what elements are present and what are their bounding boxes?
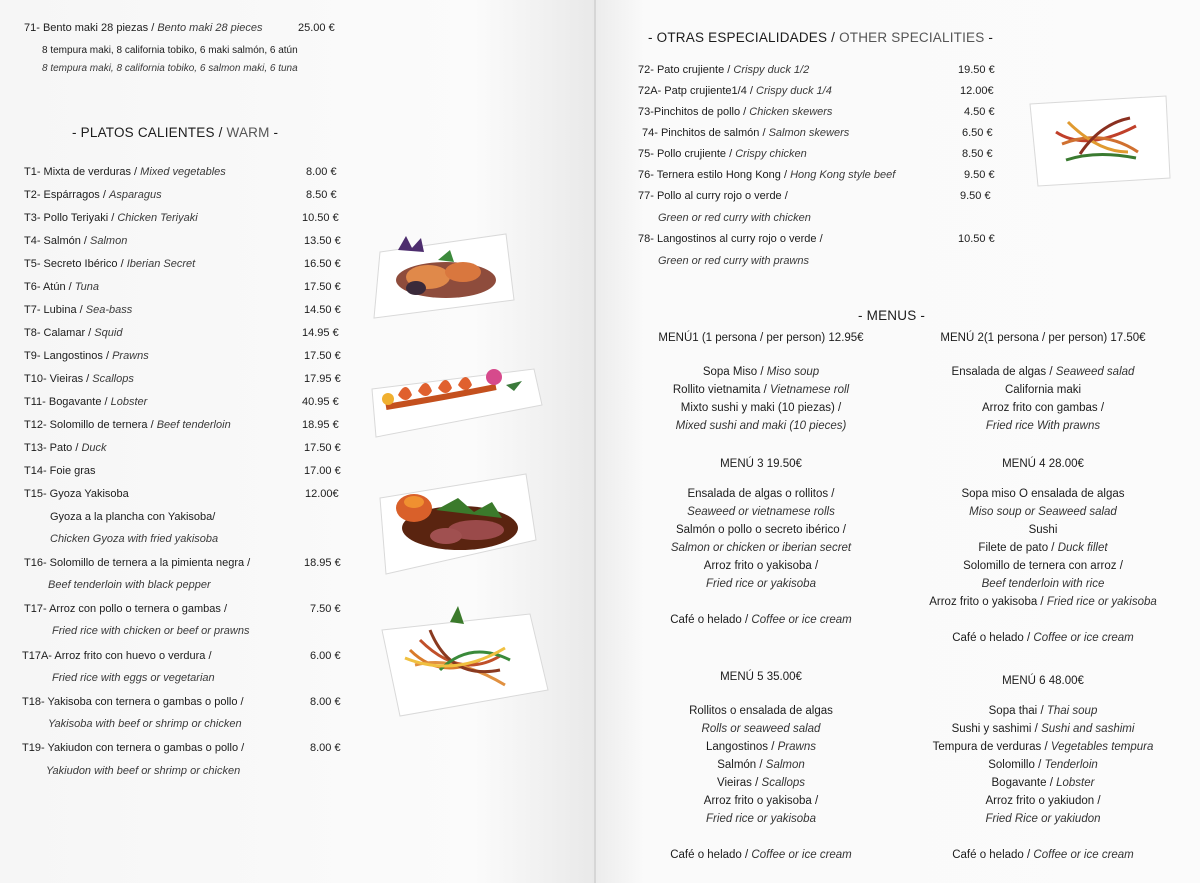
menu-5 [636,668,886,864]
menu-item-t17: T17- Arroz con pollo o ternera o gambas / [24,603,227,615]
menu-item-t15: T15- Gyoza Yakisoba [24,488,129,500]
menu-item-warm: T13- Pato / Duck [24,442,107,454]
item-price: 17.50 € [304,350,341,362]
menu-course-line: Seaweed or vietnamese rolls [687,506,835,518]
menu-item-warm: T6- Atún / Tuna [24,281,100,293]
item-price: 6.50 € [962,127,993,139]
item-price: 13.50 € [304,235,341,247]
item-price: 9.50 € [960,190,991,202]
menu-course-line: Sopa thai / Thai soup [988,705,1098,717]
menu-page-left [0,0,594,883]
menu-item-speciality: 76- Ternera estilo Hong Kong / Hong Kong style beef [638,169,896,181]
item-description-en: Beef tenderloin with black pepper [48,579,211,591]
menu-course-line: Ensalada de algas / Seaweed salad [951,366,1135,378]
menu-item-warm: T10- Vieiras / Scallops [24,373,134,385]
menu-course-line: Fried rice With prawns [985,420,1101,432]
menu-footer: Café o helado / Coffee or ice cream [670,849,852,861]
menu-course-line: California maki [1004,384,1082,396]
menu-course-line: Tempura de verduras / Vegetables tempura [932,741,1154,753]
menu-1 [636,329,886,435]
menu-course-line: Solomillo de ternera con arroz / [963,560,1123,572]
menu-item-warm: T4- Salmón / Salmon [24,235,128,247]
item-description-en: Fried rice with chicken or beef or prawns [52,625,250,637]
menu-item-warm: T8- Calamar / Squid [24,327,123,339]
menu-item-speciality: 73-Pinchitos de pollo / Chicken skewers [638,106,833,118]
item-description-en: Yakisoba with beef or shrimp or chicken [48,718,242,730]
item-price: 8.50 € [962,148,993,160]
menu-item-speciality: 72A- Patp crujiente1/4 / Crispy duck 1/4 [638,85,832,97]
item-price: 25.00 € [298,22,335,34]
item-price: 8.00 € [310,696,341,708]
menu-item-warm: T2- Espárragos / Asparagus [24,189,162,201]
menu-item-t16: T16- Solomillo de ternera a la pimienta negra / [24,557,251,569]
item-price: 12.00€ [960,85,994,97]
item-price: 10.50 € [302,212,339,224]
menu-course-line: Ensalada de algas o rollitos / [687,488,835,500]
item-price: 8.50 € [306,189,337,201]
menu-item-speciality: 74- Pinchitos de salmón / Salmon skewers [642,127,850,139]
item-description-en: Yakiudon with beef or shrimp or chicken [46,765,241,777]
menu-item-speciality: 72- Pato crujiente / Crispy duck 1/2 [638,64,810,76]
menu-course-line: Sopa Miso / Miso soup [702,366,820,378]
salmon-dish-photo [368,222,518,322]
item-description-en: Green or red curry with prawns [658,255,809,267]
menu-item-78: 78- Langostinos al curry rojo o verde / [638,233,823,245]
menu-course-line: Solomillo / Tenderloin [988,759,1098,771]
item-price: 14.50 € [304,304,341,316]
item-price: 6.00 € [310,650,341,662]
item-price: 17.00 € [304,465,341,477]
item-price: 18.95 € [304,557,341,569]
item-description-es: Gyoza a la plancha con Yakisoba/ [50,511,216,523]
item-price: 9.50 € [964,169,995,181]
menu-course-line: Bogavante / Lobster [991,777,1095,789]
menu-header: MENÚ 4 28.00€ [1002,458,1084,470]
menu-course-line: Rollito vietnamita / Vietnamese roll [672,384,850,396]
menu-course-line: Fried rice or yakisoba [706,813,816,825]
item-description-en: Chicken Gyoza with fried yakisoba [50,533,219,545]
menu-item-warm: T7- Lubina / Sea-bass [24,304,133,316]
menu-course-line: Salmón / Salmon [717,759,805,771]
prawns-dish-photo [366,355,546,440]
menu-course-line: Arroz frito o yakisoba / Fried rice or yakisoba [929,596,1157,608]
menu-page-right [596,0,1200,883]
menu-course-line: Arroz frito o yakiudon / [985,795,1101,807]
menu-item-warm: T3- Pollo Teriyaki / Chicken Teriyaki [24,212,198,224]
menu-4 [908,455,1178,647]
section-title-warm: - PLATOS CALIENTES / WARM - [72,125,279,140]
menu-item-77: 77- Pollo al curry rojo o verde / [638,190,788,202]
menu-course-line: Fried Rice or yakiudon [985,813,1101,825]
item-price: 18.95 € [302,419,339,431]
menu-header: MENÚ 5 35.00€ [720,671,802,683]
fried-noodles-dish-photo [380,600,550,720]
item-price: 40.95 € [302,396,339,408]
menu-header: MENÚ 6 48.00€ [1002,675,1084,687]
section-title-menus: - MENUS - [858,308,926,323]
item-description-en: 8 tempura maki, 8 california tobiko, 6 salmon maki, 6 tuna [42,63,298,74]
menu-course-line: Fried rice or yakisoba [706,578,816,590]
menu-course-line: Salmón o pollo o secreto ibérico / [675,524,847,536]
item-description-es: 8 tempura maki, 8 california tobiko, 6 maki salmón, 6 atún [42,45,298,56]
menu-course-line: Filete de pato / Duck fillet [978,542,1108,554]
menu-header: MENÚ 3 19.50€ [720,458,802,470]
menu-header: MENÚ 2(1 persona / per person) 17.50€ [940,332,1146,344]
menu-course-line: Sushi y sashimi / Sushi and sashimi [951,723,1135,735]
item-price: 8.00 € [310,742,341,754]
menu-course-line: Langostinos / Prawns [706,741,816,753]
menu-course-line: Sushi [1028,524,1058,536]
menu-2 [908,329,1178,435]
menu-item-warm: T9- Langostinos / Prawns [24,350,149,362]
menu-footer: Café o helado / Coffee or ice cream [670,614,852,626]
menu-item-warm: T11- Bogavante / Lobster [24,396,148,408]
item-price: 12.00€ [305,488,339,500]
item-price: 4.50 € [964,106,995,118]
item-price: 7.50 € [310,603,341,615]
menu-course-line: Rolls or seaweed salad [701,723,821,735]
menu-item-warm: T1- Mixta de verduras / Mixed vegetables [24,166,226,178]
menu-item-warm: T12- Solomillo de ternera / Beef tenderloin [24,419,231,431]
menu-item-t19: T19- Yakiudon con ternera o gambas o pollo / [22,742,245,754]
item-price: 16.50 € [304,258,341,270]
item-description-en: Fried rice with eggs or vegetarian [52,672,215,684]
menu-course-line: Arroz frito con gambas / [981,402,1105,414]
menu-course-line: Vieiras / Scallops [716,777,805,789]
menu-item-71: 71- Bento maki 28 piezas / Bento maki 28 pieces [24,22,263,34]
item-price: 17.50 € [304,281,341,293]
item-price: 17.95 € [304,373,341,385]
menu-course-line: Beef tenderloin with rice [981,578,1105,590]
menu-6 [908,672,1178,864]
menu-item-warm: T14- Foie gras [24,465,96,477]
item-price: 19.50 € [958,64,995,76]
section-title-specialities: - OTRAS ESPECIALIDADES / OTHER SPECIALITIES - [648,30,994,45]
menu-3 [636,455,886,629]
menu-header: MENÚ1 (1 persona / per person) 12.95€ [658,332,864,344]
menu-course-line: Arroz frito o yakisoba / [703,560,819,572]
menu-item-speciality: 75- Pollo crujiente / Crispy chicken [638,148,807,160]
menu-course-line: Mixed sushi and maki (10 pieces) [675,420,847,432]
menu-course-line: Sopa miso O ensalada de algas [961,488,1125,500]
menu-course-line: Rollitos o ensalada de algas [689,705,833,717]
menu-footer: Café o helado / Coffee or ice cream [952,849,1134,861]
menu-item-warm: T5- Secreto Ibérico / Iberian Secret [24,258,196,270]
menu-item-t17a: T17A- Arroz frito con huevo o verdura / [22,650,212,662]
menu-footer: Café o helado / Coffee or ice cream [952,632,1134,644]
menu-course-line: Miso soup or Seaweed salad [969,506,1117,518]
item-price: 17.50 € [304,442,341,454]
crispy-duck-dish-photo [1026,92,1172,188]
item-price: 10.50 € [958,233,995,245]
item-description-en: Green or red curry with chicken [658,212,811,224]
beef-tenderloin-dish-photo [376,470,540,580]
menu-item-t18: T18- Yakisoba con ternera o gambas o pollo / [22,696,244,708]
menu-course-line: Arroz frito o yakisoba / [703,795,819,807]
item-price: 8.00 € [306,166,337,178]
menu-course-line: Salmon or chicken or iberian secret [670,542,852,554]
item-price: 14.95 € [302,327,339,339]
menu-course-line: Mixto sushi y maki (10 piezas) / [680,402,842,414]
